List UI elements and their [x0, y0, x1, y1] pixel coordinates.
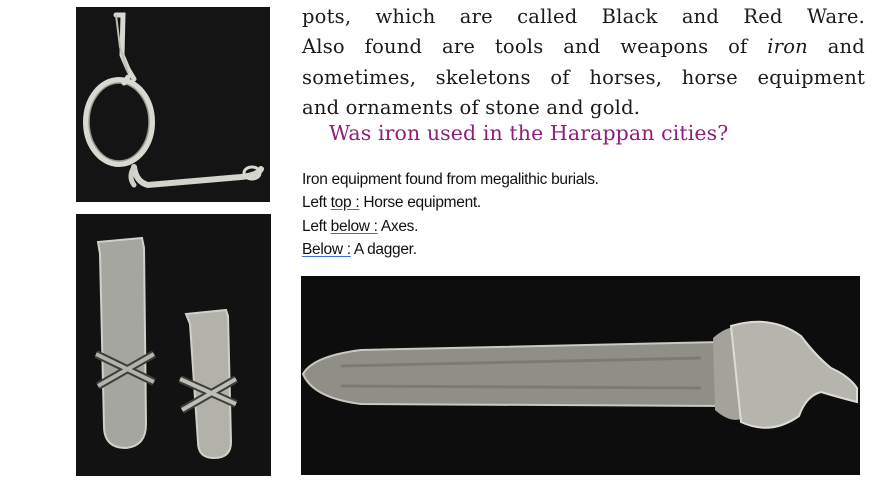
caption-horse-value: Horse equipment. — [363, 194, 481, 212]
figure-caption — [302, 168, 599, 261]
caption-top-key: top : — [330, 194, 360, 212]
horse-equipment-photo — [76, 7, 270, 202]
caption-below-key: below : — [330, 217, 378, 235]
caption-below-key-2: Below : — [302, 240, 351, 258]
paragraph-line-1: pots, which are called Black and Red Ware. — [302, 5, 865, 28]
caption-left-label: Left — [302, 194, 327, 212]
caption-line-4 — [302, 238, 599, 261]
dagger-photo — [301, 276, 860, 475]
paragraph-line-2-after: and — [827, 35, 865, 59]
paragraph-line-2 — [302, 32, 865, 62]
body-paragraph — [302, 2, 865, 123]
caption-line-2 — [302, 191, 599, 214]
caption-line-3 — [302, 215, 599, 238]
paragraph-line-2-before: Also found are tools and weapons of — [302, 35, 748, 59]
axes-photo — [76, 214, 271, 476]
caption-left-label-2: Left — [302, 217, 327, 235]
paragraph-line-4: and ornaments of stone and gold. — [302, 95, 641, 119]
paragraph-iron-word: iron — [767, 35, 808, 59]
paragraph-line-3: sometimes, skeletons of horses, horse equipment — [302, 65, 865, 89]
caption-line-1: Iron equipment found from megalithic burials. — [302, 171, 599, 188]
section-question-heading: Was iron used in the Harappan cities? — [329, 121, 729, 145]
caption-axes-value: Axes. — [380, 217, 419, 235]
caption-dagger-value: A dagger. — [353, 240, 417, 258]
